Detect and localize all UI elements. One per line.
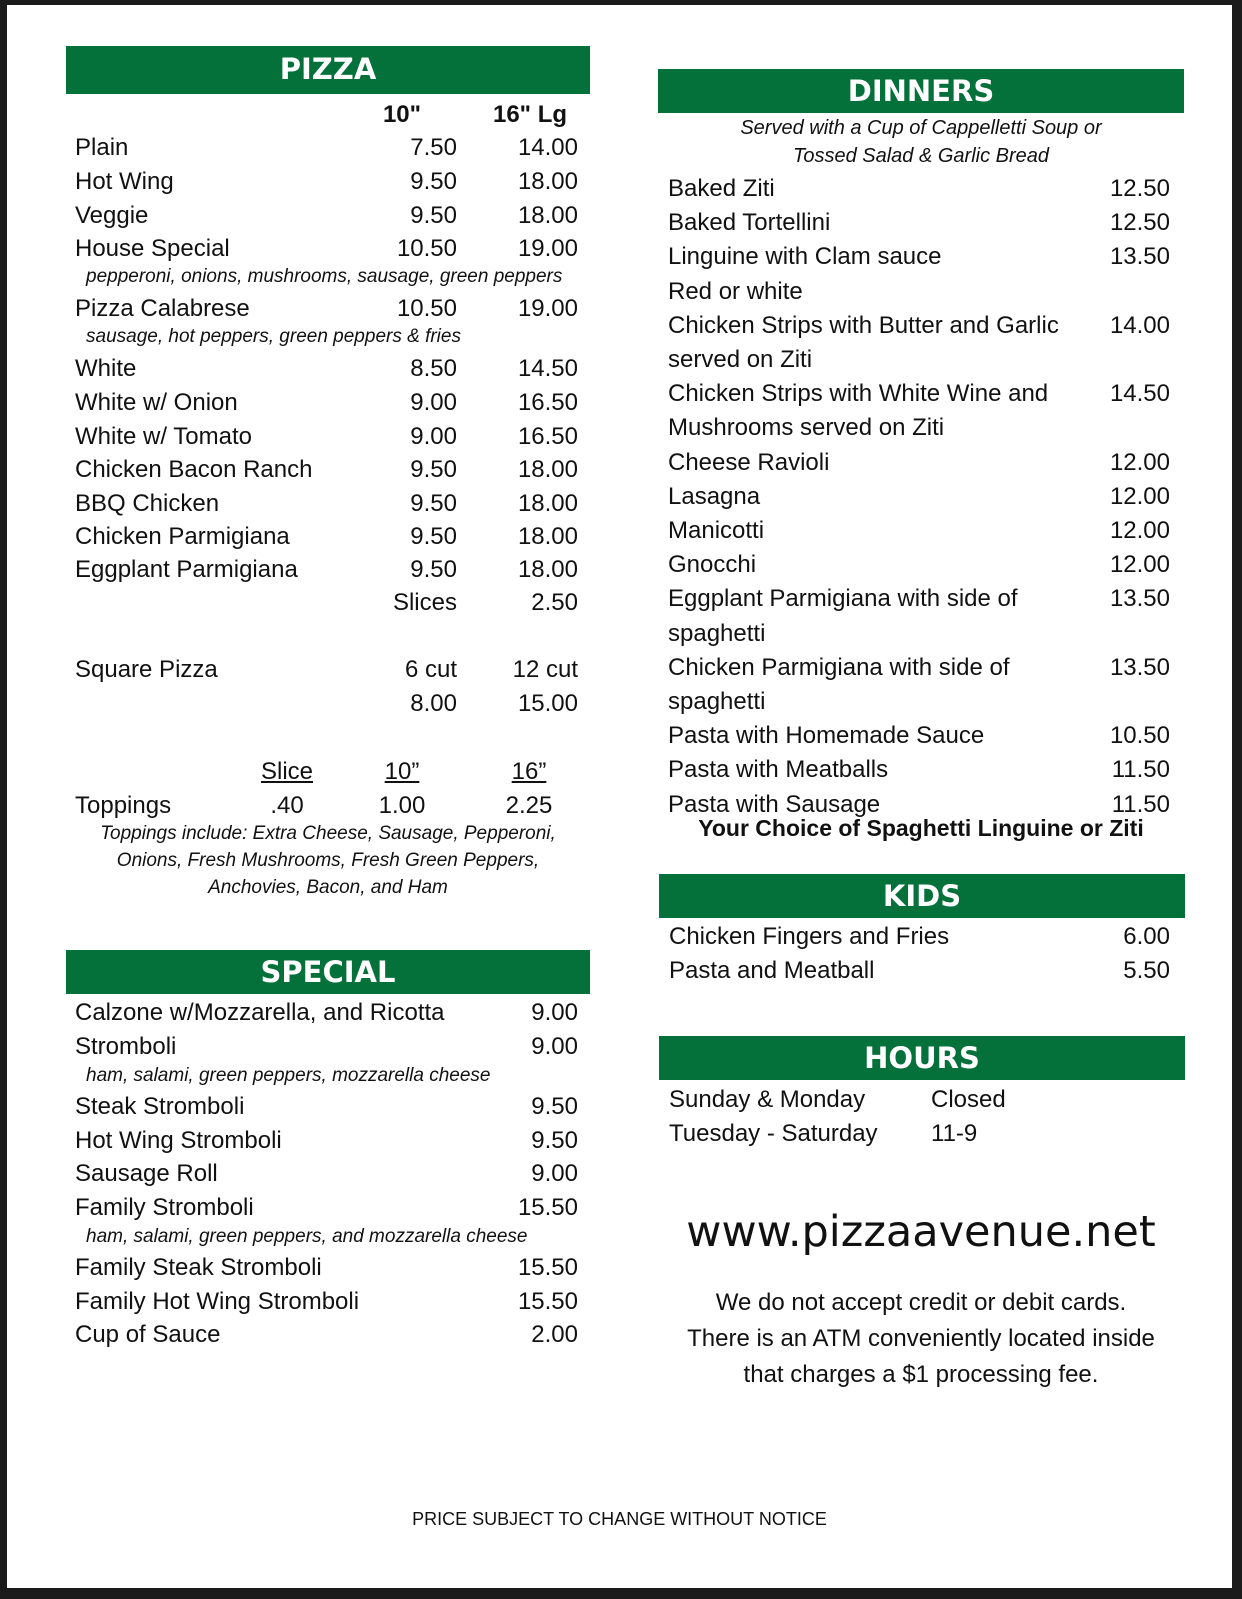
pasta-choice-note: Your Choice of Spaghetti Linguine or Ziti (698, 815, 1144, 841)
kids-item-name: Pasta and Meatball (669, 957, 875, 984)
pizza-item-price-small: 9.50 (410, 456, 457, 483)
square-6cut-price: 8.00 (410, 690, 457, 717)
dinner-item-price: 11.50 (1111, 756, 1170, 784)
dinner-item-price: 11.50 (1111, 790, 1170, 818)
hours-days: Sunday & Monday (669, 1086, 866, 1113)
kids-header (659, 874, 1185, 918)
pizza-item-price-small: 9.00 (410, 423, 457, 450)
hours-time: Closed (931, 1086, 1006, 1113)
pizza-item-price-small: 7.50 (410, 134, 457, 161)
square-pizza-label: Square Pizza (75, 656, 218, 683)
dinner-item-price: 12.50 (1109, 209, 1170, 237)
dinner-item-name: Manicotti (668, 517, 765, 544)
pizza-item-price-small: 9.50 (410, 523, 457, 550)
special-item-price: 15.50 (517, 1194, 578, 1221)
special-title: SPECIAL (260, 955, 396, 989)
pizza-item-price-large: 18.00 (517, 490, 578, 517)
square-6cut: 6 cut (404, 656, 457, 683)
pizza-item-price-large: 14.50 (517, 355, 578, 382)
dinners-header (658, 69, 1184, 113)
pizza-item-name: Hot Wing (75, 168, 174, 195)
dinners-subtitle-2: Tossed Salad & Garlic Bread (792, 145, 1050, 167)
dinner-item-name: Pasta with Homemade Sauce (668, 722, 985, 750)
dinner-item-price: 12.00 (1109, 448, 1170, 476)
pizza-item-price-large: 18.00 (517, 523, 578, 550)
pizza-item-name: White w/ Onion (75, 389, 238, 416)
dinner-item-price: 10.50 (1109, 722, 1170, 750)
square-12cut-price: 15.00 (517, 690, 578, 717)
special-item-price: 15.50 (517, 1254, 578, 1281)
toppings-desc-1: Toppings include: Extra Cheese, Sausage, Pepperoni, (100, 823, 556, 844)
menu-sheet (7, 5, 1232, 1588)
dinner-item-name: Baked Ziti (668, 175, 775, 202)
dinner-item-name: Chicken Strips with White Wine and (668, 380, 1049, 408)
dinner-item-name: Cheese Ravioli (668, 448, 830, 476)
dinner-item-price: 14.00 (1109, 311, 1170, 339)
special-item-price: 9.50 (531, 1093, 578, 1120)
special-item-price: 9.50 (531, 1127, 578, 1154)
special-item-name: Family Stromboli (75, 1194, 254, 1221)
dinner-item-name: Lasagna (668, 482, 761, 510)
pizza-item-price-large: 14.00 (517, 134, 578, 161)
pizza-item-price-small: 8.50 (410, 355, 457, 382)
dinner-item-name: Pasta with Sausage (668, 790, 881, 818)
pizza-item-price-large: 19.00 (517, 295, 578, 322)
pizza-item-price-small: 9.50 (410, 202, 457, 229)
price-disclaimer: PRICE SUBJECT TO CHANGE WITHOUT NOTICE (412, 1509, 827, 1529)
pizza-item-name: Eggplant Parmigiana (75, 556, 298, 583)
pizza-item-price-small: 9.50 (410, 168, 457, 195)
toppings-small: 1.00 (378, 792, 426, 819)
pizza-item-price-small: 9.00 (410, 389, 457, 416)
dinner-item-price: 13.50 (1109, 243, 1170, 271)
pizza-item-price-large: 18.00 (517, 202, 578, 229)
pizza-item-price-small: 10.50 (396, 235, 457, 262)
special-item-name: Steak Stromboli (75, 1093, 245, 1120)
dinner-item-price: 12.00 (1109, 482, 1170, 510)
special-item-price: 9.00 (531, 1033, 578, 1060)
special-item-name: Cup of Sauce (75, 1321, 221, 1348)
square-12cut: 12 cut (512, 656, 578, 683)
pizza-item-price-small: 9.50 (410, 490, 457, 517)
toppings-large: 2.25 (505, 792, 553, 819)
dinner-item-name: Pasta with Meatballs (668, 756, 889, 784)
house-special-desc: pepperoni, onions, mushrooms, sausage, green peppers (86, 266, 563, 287)
stromboli-desc: ham, salami, green peppers, mozzarella cheese (86, 1065, 491, 1086)
payment-note-1: We do not accept credit or debit cards. (715, 1289, 1127, 1316)
special-item-price: 15.50 (517, 1288, 578, 1315)
pizza-item-name: Chicken Parmigiana (75, 523, 290, 550)
toppings-slice: .40 (270, 792, 304, 819)
special-item-price: 9.00 (531, 999, 578, 1026)
hours-time: 11-9 (931, 1120, 978, 1147)
dinners-title: DINNERS (847, 74, 995, 108)
special-item-name: Stromboli (75, 1033, 177, 1060)
slices-price: 2.50 (531, 589, 578, 616)
pizza-title: PIZZA (279, 52, 377, 86)
dinner-item-name: Linguine with Clam sauce (668, 243, 942, 271)
pizza-item-price-small: 9.50 (410, 556, 457, 583)
dinner-item-name: Red or white (668, 277, 803, 305)
hours-days: Tuesday - Saturday (669, 1120, 878, 1147)
dinner-item-name: spaghetti (668, 619, 766, 647)
pizza-item-name: Chicken Bacon Ranch (75, 456, 313, 483)
pizza-item-price-large: 16.50 (517, 389, 578, 416)
kids-item-price: 6.00 (1123, 923, 1170, 950)
dinner-item-name: Gnocchi (668, 551, 757, 579)
pizza-item-name: Veggie (75, 202, 149, 229)
kids-item-name: Chicken Fingers and Fries (669, 923, 950, 950)
pizza-item-name: House Special (75, 235, 230, 262)
pizza-item-name: BBQ Chicken (75, 490, 220, 517)
dinner-item-name: Mushrooms served on Ziti (668, 414, 945, 442)
special-item-price: 2.00 (531, 1321, 578, 1348)
toppings-head-slice: Slice (260, 758, 314, 785)
pizza-item-price-large: 18.00 (517, 456, 578, 483)
slices-label: Slices (392, 589, 457, 616)
payment-note-2: There is an ATM conveniently located inside (687, 1325, 1155, 1352)
dinner-item-name: Chicken Parmigiana with side of (668, 653, 1010, 681)
website-url: www.pizzaavenue.net (686, 1207, 1156, 1257)
toppings-desc-2: Onions, Fresh Mushrooms, Fresh Green Peppers, (116, 850, 540, 871)
pizza-item-name: Pizza Calabrese (75, 295, 250, 322)
payment-note-3: that charges a $1 processing fee. (743, 1361, 1099, 1388)
pizza-item-name: White (75, 355, 137, 382)
calabrese-desc: sausage, hot peppers, green peppers & fries (86, 326, 461, 347)
special-item-name: Calzone w/Mozzarella, and Ricotta (75, 999, 445, 1026)
pizza-item-price-large: 19.00 (517, 235, 578, 262)
dinner-item-price: 12.00 (1109, 517, 1170, 544)
hours-title: HOURS (864, 1041, 980, 1075)
pizza-col-large: 16" Lg (492, 101, 568, 128)
pizza-item-price-small: 10.50 (396, 295, 457, 322)
special-item-name: Hot Wing Stromboli (75, 1127, 282, 1154)
dinner-item-price: 12.50 (1109, 175, 1170, 202)
dinners-subtitle-1: Served with a Cup of Cappelletti Soup or (740, 117, 1102, 139)
dinner-item-name: Baked Tortellini (668, 209, 831, 237)
pizza-item-name: Plain (75, 134, 129, 161)
dinner-item-price: 14.50 (1109, 380, 1170, 408)
special-item-price: 9.00 (531, 1160, 578, 1187)
toppings-label: Toppings (75, 792, 172, 819)
special-item-name: Family Steak Stromboli (75, 1254, 322, 1281)
special-item-name: Family Hot Wing Stromboli (75, 1288, 360, 1315)
special-header (66, 950, 590, 994)
hours-header (659, 1036, 1185, 1080)
toppings-head-large: 16” (511, 758, 547, 785)
pizza-item-price-large: 18.00 (517, 556, 578, 583)
pizza-header (66, 46, 590, 94)
dinner-item-name: Chicken Strips with Butter and Garlic (668, 311, 1059, 339)
pizza-item-price-large: 16.50 (517, 423, 578, 450)
dinner-item-name: Eggplant Parmigiana with side of (668, 585, 1018, 613)
toppings-head-small: 10” (384, 758, 420, 785)
kids-item-price: 5.50 (1123, 957, 1170, 984)
dinner-item-price: 12.00 (1109, 551, 1170, 579)
family-stromboli-desc: ham, salami, green peppers, and mozzarella cheese (86, 1226, 528, 1247)
pizza-col-small: 10" (382, 101, 422, 128)
toppings-desc-3: Anchovies, Bacon, and Ham (208, 877, 448, 898)
dinner-item-name: spaghetti (668, 688, 766, 715)
kids-title: KIDS (882, 879, 962, 913)
pizza-item-name: White w/ Tomato (75, 423, 252, 450)
dinner-item-price: 13.50 (1109, 653, 1170, 681)
pizza-item-price-large: 18.00 (517, 168, 578, 195)
dinner-item-price: 13.50 (1109, 585, 1170, 613)
dinner-item-name: served on Ziti (668, 346, 813, 373)
special-item-name: Sausage Roll (75, 1160, 218, 1187)
